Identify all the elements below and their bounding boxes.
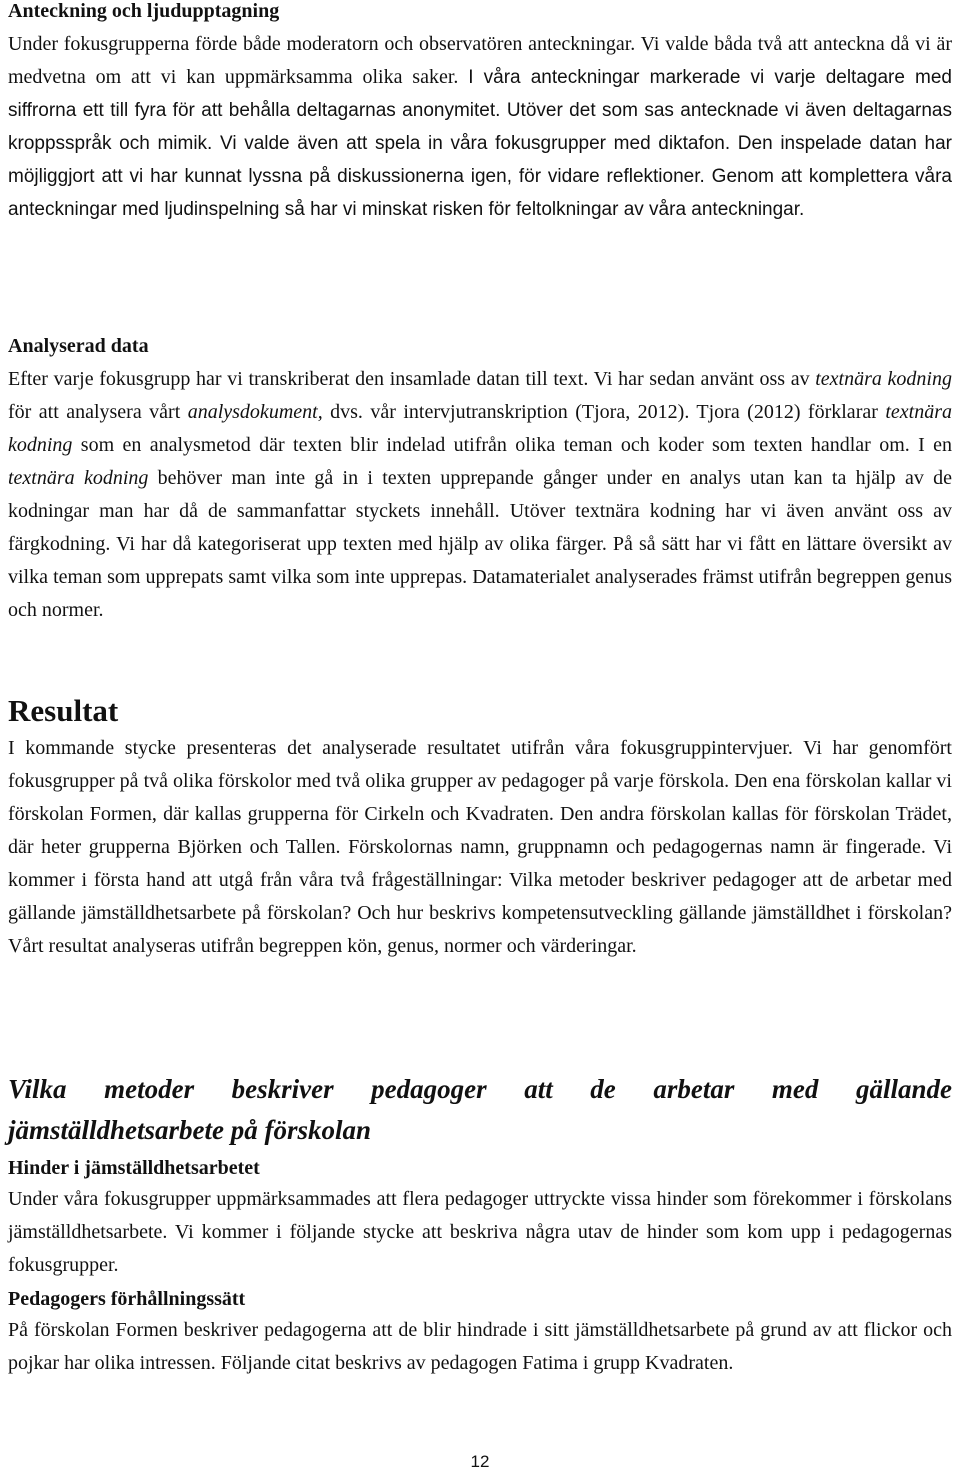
analys-text-4: som en analysmetod där texten blir indelad utifrån olika teman och koder som texten handlar om. I en [72, 434, 952, 456]
paragraph-anteckning-sans: I våra anteckningar markerade vi varje deltagare med siffrorna ett till fyra för att behålla deltagarnas anonymitet. Utöver det som sas antecknade vi även deltagarnas kroppsspråk och mimik. Vi valde även att spela in våra fokusgrupper med diktafon. Den inspelade datan har möjliggjort att vi har kunnat lyssna på diskussionerna igen, för vidare reflektioner. Genom att komplettera våra anteckningar med ljudinspelning så har vi minskat risken för feltolkningar av våra anteckningar. [8, 67, 952, 220]
analys-text-5: behöver man inte gå in i texten upprepande gånger under en analys utan kan ta hjälp av de kodningar man har då de sammanfattar styckets innehåll. Utöver textnära kodning har vi även använt oss av färgkodning. Vi har då kategoriserat upp texten med hjälp av olika färger. På så sätt har vi fått en lättare översikt av vilka teman som upprepats samt vilka som inte upprepas. Datamaterialet analyserades främst utifrån begreppen genus och normer. [8, 467, 952, 621]
analys-italic-1: textnära kodning [815, 368, 952, 390]
section-resultat [8, 692, 952, 963]
analys-text-2: för att analysera vårt [8, 401, 188, 423]
heading-hinder: Hinder i jämställdhetsarbetet [8, 1157, 260, 1179]
analys-italic-2: analysdokument, [187, 401, 323, 423]
paragraph-analyserad-data [8, 363, 952, 627]
paragraph-anteckning-serif: Under fokusgrupperna förde både moderatorn och observatören anteckningar. Vi valde båda två att anteckna då vi är medvetna om att vi kan uppmärksamma olika saker. [8, 33, 952, 88]
section-vilka-metoder [8, 1069, 952, 1380]
paragraph-pedagogers: På förskolan Formen beskriver pedagogerna att de blir hindrade i sitt jämställdhetsarbete på grund av att flickor och pojkar har olika intressen. Följande citat beskrivs av pedagogen Fatima i grupp Kvadraten. [8, 1319, 952, 1374]
section-anteckning [8, 0, 952, 226]
analys-text-3: dvs. vår intervjutranskription (Tjora, 2012). Tjora (2012) förklarar [322, 401, 886, 423]
analys-italic-4: textnära kodning [8, 467, 149, 489]
paragraph-resultat: I kommande stycke presenteras det analyserade resultatet utifrån våra fokusgruppintervjuer. Vi har genomfört fokusgrupper på två olika förskolor med två olika grupper av pedagoger på varje förskola. Den ena förskolan kallar vi förskolan Formen, där kallas grupperna för Cirkeln och Kvadraten. Den andra förskolan kallas för förskolan Trädet, där heter grupperna Björken och Tallen. Förskolornas namn, gruppnamn och pedagogernas namn är fingerade. Vi kommer i första hand att utgå från våra två frågeställningar: Vilka metoder beskriver pedagoger att de arbetar med gällande jämställdhetsarbete på förskolan? Och hur beskrivs kompetensutveckling gällande jämställdhet i förskolan? Vårt resultat analyseras utifrån begreppen kön, genus, normer och värderingar. [8, 737, 952, 957]
page-number: 12 [470, 1452, 490, 1471]
analys-italic-3: textnära kodning [8, 401, 952, 456]
analys-text-1: Efter varje fokusgrupp har vi transkriberat den insamlade datan till text. Vi har sedan använt oss av [8, 368, 816, 390]
heading-vilka-metoder-line2: jämställdhetsarbete på förskolan [8, 1115, 372, 1145]
heading-anteckning: Anteckning och ljudupptagning [8, 0, 280, 22]
heading-resultat: Resultat [8, 693, 119, 728]
heading-pedagogers: Pedagogers förhållningssätt [8, 1288, 246, 1310]
paragraph-anteckning [8, 28, 952, 226]
heading-vilka-metoder-line1: Vilka metoder beskriver pedagoger att de arbetar med gällande [8, 1074, 952, 1104]
section-analyserad-data [8, 331, 952, 627]
heading-analyserad-data: Analyserad data [8, 335, 149, 357]
paragraph-hinder: Under våra fokusgrupper uppmärksammades att flera pedagoger uttryckte vissa hinder som förekommer i förskolans jämställdhetsarbete. Vi kommer i följande stycke att beskriva några utav de hinder som kom upp i pedagogernas fokusgrupper. [8, 1188, 952, 1276]
